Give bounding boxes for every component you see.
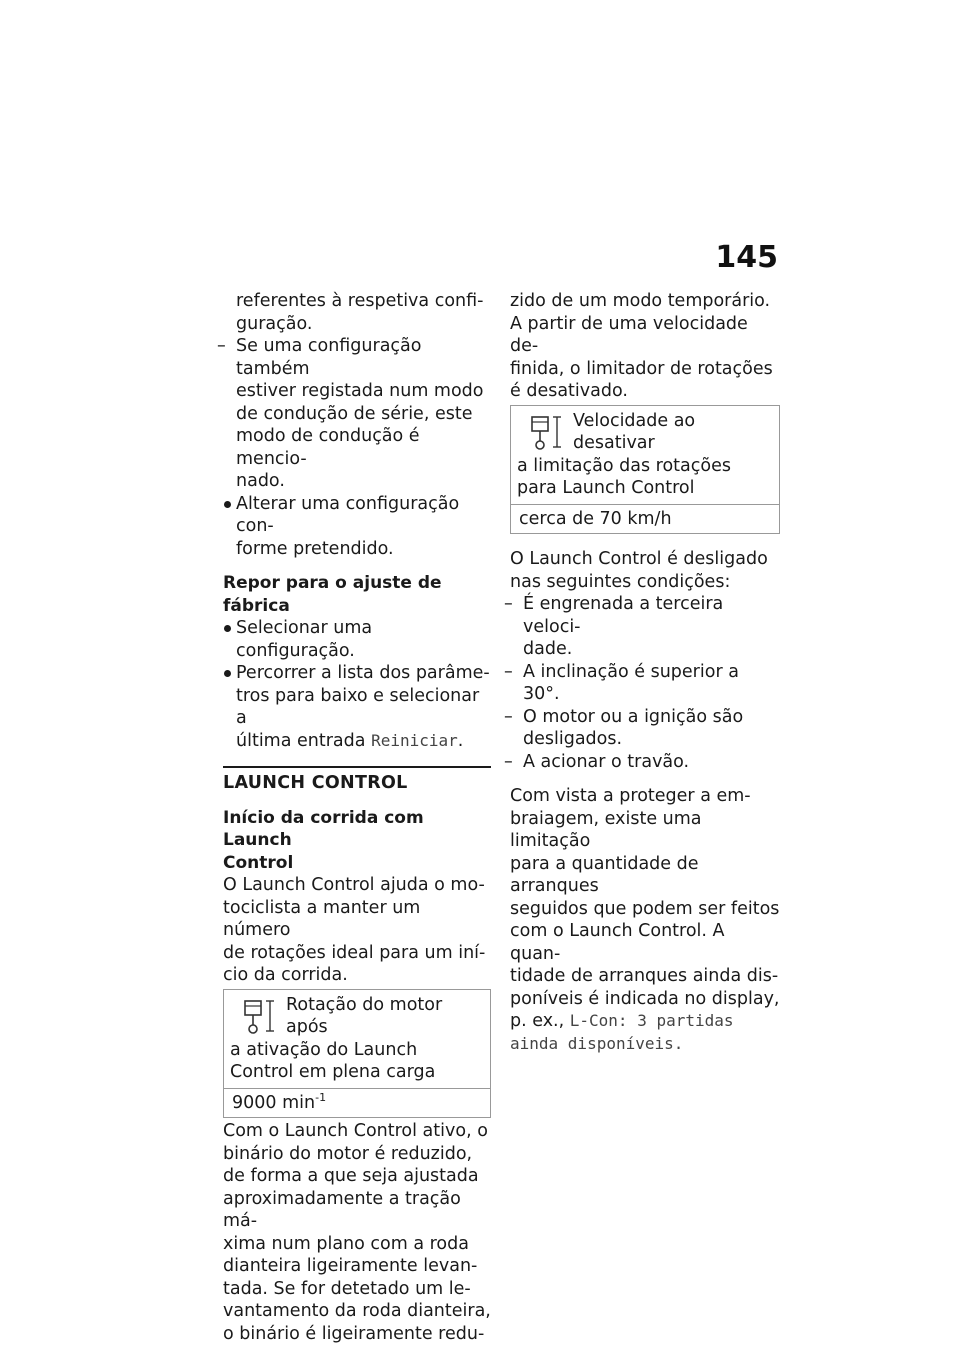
text-line: tidade de arranques ainda dis- <box>510 966 779 986</box>
text-fragment: p. ex., <box>510 1011 565 1031</box>
text-line: tada. Se for detetado um le- <box>223 1278 471 1299</box>
left-column <box>223 290 491 1345</box>
clutch-paragraph <box>510 785 780 1055</box>
text-line: guração. <box>236 313 313 334</box>
text-line: Control <box>223 852 294 873</box>
text-line: forme pretendido. <box>236 538 394 559</box>
text-line: A partir de uma velocidade de- <box>510 313 748 356</box>
text-line: o binário é ligeiramente redu- <box>223 1323 485 1344</box>
section-title: LAUNCH CONTROL <box>223 766 491 795</box>
text-line: com o Launch Control. A quan- <box>510 921 725 964</box>
text-line: vantamento da roda dianteira, <box>223 1301 491 1321</box>
text-line <box>510 1010 780 1033</box>
condition-item <box>510 593 780 661</box>
text-line: a ativação do Launch <box>230 1039 418 1060</box>
spec-box-deactivation-speed <box>510 405 780 535</box>
text-line: é desativado. <box>510 381 628 401</box>
page-number: 145 <box>715 240 778 275</box>
bullet-list-item <box>223 493 491 561</box>
text-line: Com vista a proteger a em- <box>510 786 751 806</box>
engine-piston-icon <box>242 997 278 1037</box>
text-line: braiagem, existe uma limitação <box>510 808 702 851</box>
text-line: Selecionar uma configuração. <box>236 618 373 661</box>
text-line: nado. <box>236 471 285 491</box>
text-line: – O motor ou a ignição são <box>523 706 744 727</box>
torque-paragraph <box>223 1120 491 1345</box>
text-line: de rotações ideal para um iní- <box>223 942 486 963</box>
text-line: binário do motor é reduzido, <box>223 1143 473 1164</box>
text-line: Control em plena carga <box>230 1062 436 1082</box>
display-message: L-Con: 3 partidas <box>569 1011 734 1030</box>
text-line: Início da corrida com Launch <box>223 807 424 850</box>
spec-box-engine-speed <box>223 989 491 1119</box>
text-line: Com o Launch Control ativo, o <box>223 1121 488 1141</box>
text-line: para Launch Control <box>517 478 695 498</box>
text-line: Velocidade ao desativar <box>573 410 696 453</box>
dash-list-item <box>223 335 491 493</box>
text-line: para a quantidade de arranques <box>510 853 699 896</box>
spec-value: cerca de 70 km/h <box>519 508 672 529</box>
text-line: zido de um modo temporário. <box>510 291 771 311</box>
text-line: O Launch Control ajuda o mo- <box>223 875 485 895</box>
reset-menu-entry: Reiniciar <box>371 730 458 750</box>
text-line <box>236 730 491 753</box>
spec-value <box>224 1089 490 1118</box>
unit-exponent: -1 <box>315 1090 327 1104</box>
text-fragment: 9000 min <box>232 1092 316 1113</box>
continued-paragraph <box>510 290 780 403</box>
text-line: poníveis é indicada no display, <box>510 988 780 1009</box>
text-line: a limitação das rotações <box>517 455 731 476</box>
text-line: Percorrer a lista dos parâme- <box>236 663 490 683</box>
text-line: estiver registada num modo <box>236 381 484 401</box>
text-line: – A acionar o travão. <box>523 751 690 772</box>
bullet-list-item <box>223 662 491 752</box>
text-line: Rotação do motor após <box>286 994 443 1037</box>
text-fragment: última entrada <box>236 730 366 751</box>
right-column <box>510 290 780 1055</box>
bullet-list-item <box>223 617 491 662</box>
condition-item <box>510 661 780 706</box>
text-line: – É engrenada a terceira veloci- <box>523 594 724 637</box>
text-line: modo de condução é mencio- <box>236 426 420 469</box>
launch-sub-heading <box>223 807 491 875</box>
text-line: finida, o limitador de rotações <box>510 358 773 379</box>
text-line: referentes à respetiva confi- <box>236 291 484 311</box>
spec-label <box>224 990 490 1089</box>
text-line: aproximadamente a tração má- <box>223 1188 461 1231</box>
intro-paragraph <box>223 874 491 987</box>
display-message: ainda disponíveis. <box>510 1033 684 1053</box>
text-line: seguidos que podem ser feitos <box>510 898 780 919</box>
condition-item <box>510 706 780 751</box>
text-line: cio da corrida. <box>223 965 348 985</box>
text-line: tociclista a manter um número <box>223 897 421 940</box>
text-line: tros para baixo e selecionar a <box>236 685 480 728</box>
text-line: Alterar uma configuração con- <box>236 493 460 536</box>
text-line <box>510 1033 780 1056</box>
text-line: – Se uma configuração também <box>236 336 422 379</box>
text-line: nas seguintes condições: <box>510 571 731 592</box>
condition-item <box>510 751 780 774</box>
text-line: – A inclinação é superior a 30°. <box>523 661 739 704</box>
text-line: xima num plano com a roda <box>223 1233 469 1254</box>
text-line: dade. <box>523 639 573 659</box>
reset-heading: Repor para o ajuste de fábrica <box>223 573 442 616</box>
text-line: O Launch Control é desligado <box>510 549 768 569</box>
text-line: de forma a que seja ajustada <box>223 1166 479 1186</box>
text-line: dianteira ligeiramente levan- <box>223 1256 478 1276</box>
engine-piston-icon <box>529 413 565 453</box>
conditions-intro <box>510 548 780 593</box>
intro-continuation <box>223 290 491 335</box>
punctuation: . <box>457 730 464 751</box>
text-line: desligados. <box>523 729 623 749</box>
spec-label <box>511 406 779 505</box>
text-line: de condução de série, este <box>236 403 473 424</box>
